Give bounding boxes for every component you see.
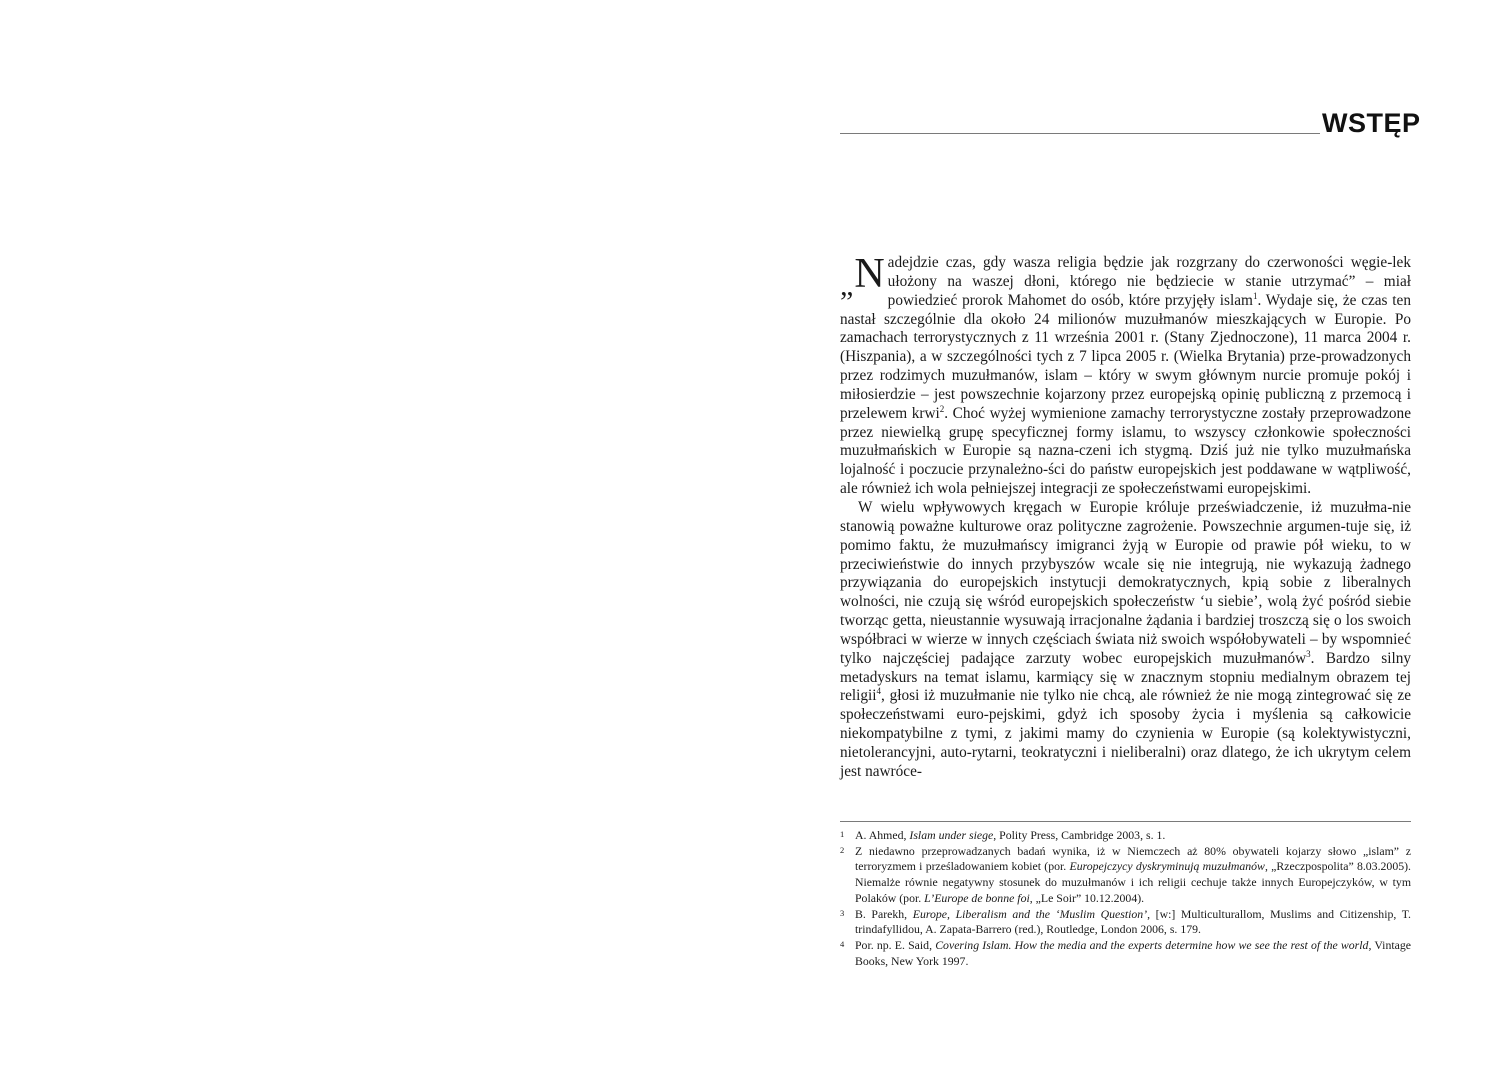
- drop-cap: [840, 251, 885, 302]
- paragraph-1-text-b: . Wydaje się, że czas ten nastał szczególnie dla około 24 milionów muzułmanów mieszkających w Europie. Po zamachach terrorystycznych z 11 września 2001 r. (Stany Zjednoczone), 11 marca 2004 r. (Hiszpania), a w szczególności tych z 7 lipca 2005 r. (Wielka Brytania) prze-prowadzonych przez rodzimych muzułmanów, islam – który w swym głównym nurcie promuje pokój i miłosierdzie – jest powszechnie kojarzony przez europejską opinię publiczną z przemocą i przelewem krwi: [840, 291, 1411, 422]
- drop-cap-letter: N: [854, 251, 885, 297]
- footnote-fragment: Por. np. E. Said,: [855, 937, 936, 952]
- footnote-number: 1: [840, 829, 845, 839]
- footnote-fragment: , [w:] Multiculturallom, Muslims and Citizenship, T. trindafyllidou, A. Zapata-Barrero (red.), Routledge, London 2006, s. 179.: [855, 906, 1411, 937]
- footnote-text: [855, 828, 1411, 844]
- footnote: [840, 938, 1411, 969]
- footnote-text: [855, 844, 1411, 907]
- footnote-number: 2: [840, 844, 845, 855]
- paragraph-2-text-a: W wielu wpływowych kręgach w Europie króluje przeświadczenie, iż muzułma-nie stanowią poważne kulturowe oraz polityczne zagrożenie. Powszechnie argumen-tuje się, iż pomimo faktu, że muzułmańscy imigranci żyją w Europie od prawie pół wieku, to w przeciwieństwie do innych przybyszów wcale się nie integrują, nie wykazują żadnego przywiązania do europejskich instytucji demokratycznych, kpią sobie z liberalnych wolności, nie czują się wśród europejskich społeczeństw ‘u siebie’, wolą żyć pośród siebie tworząc getta, nieustannie wysuwają irracjonalne żądania i bardziej troszczą się o los swoich współbraci w wierze w innych częściach świata niż swoich współobywateli – by wspomnieć tylko najczęściej padające zarzuty wobec europejskich muzułmanów: [840, 498, 1411, 667]
- footnote-ref-4: 4: [876, 686, 882, 697]
- footnote-fragment: A. Ahmed,: [855, 828, 910, 842]
- footnote-title: Islam under siege: [909, 828, 994, 842]
- footnote: [840, 907, 1411, 938]
- paragraph-2: [840, 499, 1411, 782]
- title-rule: [840, 133, 1320, 134]
- footnote-ref-2: 2: [939, 403, 945, 414]
- footnote-fragment: Vintage Books, New York 1997.: [855, 937, 1411, 968]
- footnote-fragment: , „Le Soir” 10.12.2004).: [1029, 890, 1145, 905]
- paragraph-1-text-a: adejdzie czas, gdy wasza religia będzie jak rozgrzany do czerwoności węgie-lek ułożony na waszej dłoni, którego nie będziecie w stanie utrzymać” – miał powiedzieć prorok Mahomet do osób, które przyjęły islam: [887, 254, 1411, 309]
- footnote-fragment: B. Parekh,: [855, 906, 913, 921]
- footnote-fragment: Z niedawno przeprowadzanych badań wynika, iż w Niemczech aż 80% obywateli kojarzy słowo „islam” z terroryzmem i prześladowaniem kobiet (por.: [855, 843, 1411, 874]
- footnote-ref-1: 1: [1252, 290, 1258, 301]
- drop-cap-quote: „: [840, 269, 854, 302]
- footnote-number: 4: [840, 938, 845, 949]
- footnote: [840, 844, 1411, 907]
- footnote-ref-3: 3: [1306, 648, 1311, 659]
- footnote-rule: [840, 821, 1411, 822]
- footnote-text: [855, 938, 1411, 969]
- footnote-text: [855, 907, 1411, 938]
- footnote-title: Europe, Liberalism and the ‘Muslim Question’: [912, 906, 1148, 921]
- paragraph-2-text-b: . Bardzo silny metadyskurs na temat islamu, karmiący się w znacznym stopniu medialnym obrazem tej religii: [840, 649, 1411, 705]
- left-page-blank: [0, 0, 749, 1072]
- footnote-fragment: , Polity Press, Cambridge 2003, s. 1.: [993, 828, 1166, 842]
- paragraph-1-text-c: . Choć wyżej wymienione zamachy terrorystyczne zostały przeprowadzone przez niewielką grupę specyficznej formy islamu, to wszyscy członkowie społeczności muzułmańskich w Europie są nazna-czeni ich stygmą. Dziś już nie tylko muzułmańska lojalność i poczucie przynależno-ści do państw europejskich jest poddawane w wątpliwość, ale również ich wola pełniejszej integracji ze społeczeństwami europejskimi.: [840, 404, 1411, 498]
- footnote-title: L’Europe de bonne foi: [924, 890, 1030, 905]
- footnote-title: Covering Islam. How the media and the experts determine how we see the rest of the world,: [935, 937, 1372, 952]
- paragraph-2-text-c: , głosi iż muzułmanie nie tylko nie chcą, ale również że nie mogą zintegrować się ze społeczeństwami euro-pejskimi, gdyż ich sposoby życia i myślenia są całkowicie niekompatybilne z tymi, z jakimi mamy do czynienia w Europie (są kolektywistyczni, nietolerancyjni, auto-rytarni, teokratyczni i nieliberalni) oraz dlatego, że ich ukrytym celem jest nawróce-: [840, 687, 1411, 780]
- footnotes: [840, 828, 1411, 969]
- paragraph-1: [840, 251, 1411, 499]
- footnote-fragment: , „Rzeczpospolita” 8.03.2005). Niemalże równie negatywny stosunek do muzułmanów i ich religii cechuje także innych Europejczyków, w tym Polaków (por.: [855, 859, 1412, 905]
- footnote-title: Europejczycy dyskryminują muzułmanów: [1069, 859, 1265, 874]
- chapter-title: WSTĘP: [1322, 108, 1421, 138]
- footnote-number: 3: [840, 907, 845, 918]
- footnote: [840, 828, 1411, 844]
- main-text: [840, 251, 1411, 782]
